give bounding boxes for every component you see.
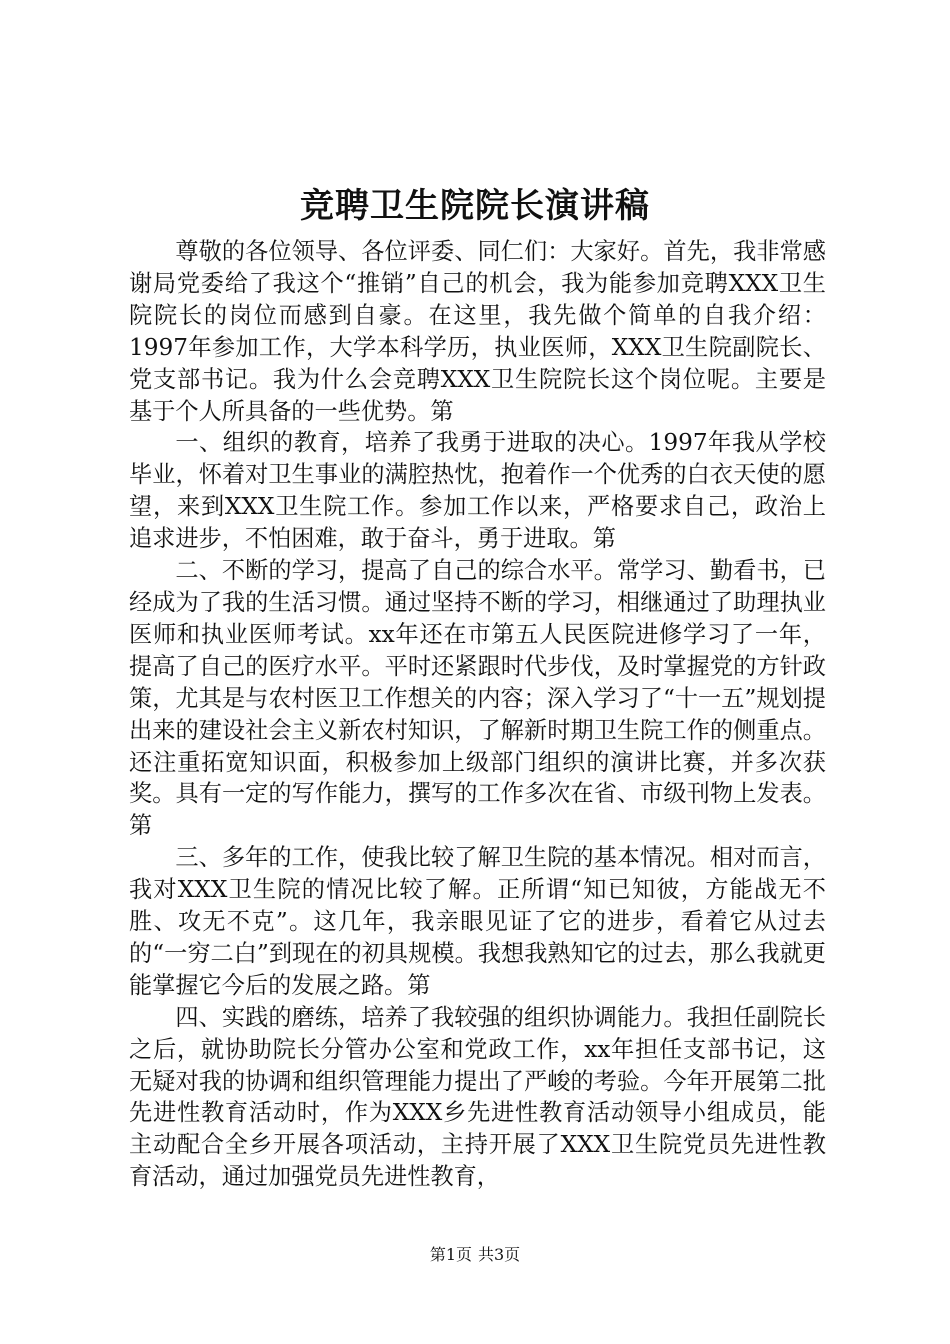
paragraph-point-2: 二、不断的学习，提高了自己的综合水平。常学习、勤看书，已经成为了我的生活习惯。通过坚持不断的学习，相继通过了助理执业医师和执业医师考试。xx年还在市第五人民医院进修学习了一年，提高了自己的医疗水平。平时还紧跟时代步伐，及时掌握党的方针政策，尤其是与农村医卫工作想关的内容；深入学习了“十一五”规划提出来的建设社会主义新农村知识，了解新时期卫生院工作的侧重点。还注重拓宽知识面，积极参加上级部门组织的演讲比赛，并多次获奖。具有一定的写作能力，撰写的工作多次在省、市级刊物上发表。第 xyxy=(129,557,826,840)
page-total: 共3页 xyxy=(478,1245,521,1264)
page-number: 第1页 xyxy=(429,1245,472,1264)
paragraph-point-1: 一、组织的教育，培养了我勇于进取的决心。1997年我从学校毕业，怀着对卫生事业的满腔热忱，抱着作一个优秀的白衣天使的愿望，来到XXX卫生院工作。参加工作以来，严格要求自己，政治上追求进步，不怕困难，敢于奋斗，勇于进取。第 xyxy=(129,429,826,553)
document-title: 竞聘卫生院院长演讲稿 xyxy=(300,186,650,226)
paragraph-point-3: 三、多年的工作，使我比较了解卫生院的基本情况。相对而言，我对XXX卫生院的情况比较了解。正所谓“知已知彼，方能战无不胜、攻无不克”。这几年，我亲眼见证了它的进步，看着它从过去的“一穷二白”到现在的初具规模。我想我熟知它的过去，那么我就更能掌握它今后的发展之路。第 xyxy=(129,844,826,999)
paragraph-intro: 尊敬的各位领导、各位评委、同仁们：大家好。首先，我非常感谢局党委给了我这个“推销”自己的机会，我为能参加竞聘XXX卫生院院长的岗位而感到自豪。在这里，我先做个简单的自我介绍：1997年参加工作，大学本科学历，执业医师，XXX卫生院副院长、党支部书记。我为什么会竞聘XXX卫生院院长这个岗位呢。主要是基于个人所具备的一些优势。第 xyxy=(129,238,826,425)
paragraph-point-4: 四、实践的磨练，培养了我较强的组织协调能力。我担任副院长之后，就协助院长分管办公室和党政工作，xx年担任支部书记，这无疑对我的协调和组织管理能力提出了严峻的考验。今年开展第二批先进性教育活动时，作为XXX乡先进性教育活动领导小组成员，能主动配合全乡开展各项活动，主持开展了XXX卫生院党员先进性教育活动，通过加强党员先进性教育， xyxy=(129,1003,826,1191)
page-footer xyxy=(0,1244,950,1266)
document-body xyxy=(129,236,826,1193)
